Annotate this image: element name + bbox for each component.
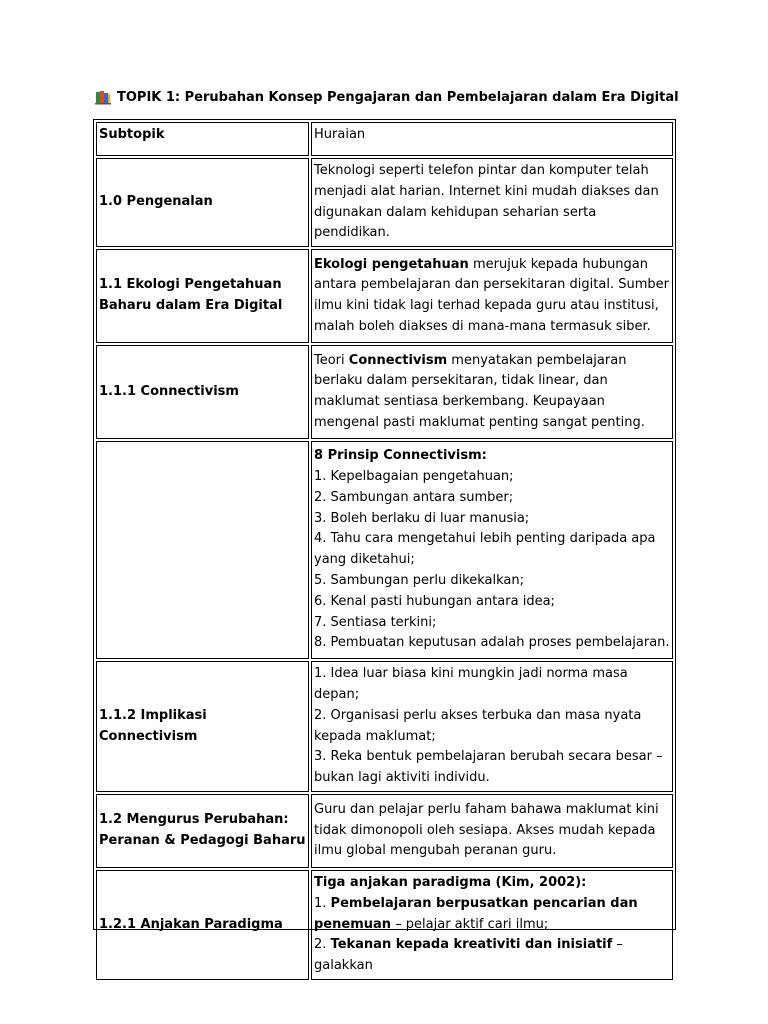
list-item: 6. Kenal pasti hubungan antara idea; (314, 593, 555, 609)
list-item: 4. Tahu cara mengetahui lebih penting daripada apa yang diketahui; (314, 531, 656, 568)
list-item: 1. Kepelbagaian pengetahuan; (314, 469, 514, 484)
item-bold: Tekanan kepada kreativiti dan inisiatif (330, 937, 613, 953)
item-bold: Pembelajaran berpusatkan pencarian dan penemuan (314, 895, 638, 932)
paradigm-heading: Tiga anjakan paradigma (Kim, 2002): (314, 874, 587, 890)
table-row (96, 158, 673, 247)
page-title-text: TOPIK 1: Perubahan Konsep Pengajaran dan Pembelajaran dalam Era Digital (117, 89, 679, 105)
subtopic-cell: 1.1.1 Connectivism (96, 345, 309, 439)
table-row (96, 441, 673, 659)
subtopic-cell (96, 441, 309, 659)
item-text: – pelajar aktif cari ilmu; (391, 916, 549, 932)
description-cell (311, 249, 673, 343)
list-item: 1. Idea luar biasa kini mungkin jadi norma masa depan; (314, 666, 628, 702)
list-item: 8. Pembuatan keputusan adalah proses pembelajaran. (314, 635, 670, 651)
list-item: 3. Boleh berlaku di luar manusia; (314, 510, 530, 526)
table-row (96, 661, 673, 792)
list-item (314, 935, 671, 977)
item-number: 1. (314, 895, 331, 911)
subtopic-cell: 1.1 Ekologi Pengetahuan Baharu dalam Era Digital (96, 249, 309, 343)
subtopic-cell: 1.0 Pengenalan (96, 158, 309, 247)
description-text: merujuk kepada hubungan antara pembelajaran dan persekitaran digital. Sumber ilmu kini tidak lagi terhad kepada guru atau institusi, malah boleh diakses di mana-mana termasuk siber. (314, 256, 669, 334)
principles-heading: 8 Prinsip Connectivism: (314, 448, 487, 464)
description-bold: Connectivism (348, 352, 448, 368)
table-row (96, 870, 673, 980)
item-number: 2. (314, 937, 331, 953)
list-item: 2. Organisasi perlu akses terbuka dan masa nyata kepada maklumat; (314, 707, 642, 744)
description-bold: Ekologi pengetahuan (314, 256, 469, 272)
table-header-row (96, 122, 673, 156)
description-cell (311, 345, 673, 439)
header-subtopic: Subtopik (96, 122, 309, 156)
list-item: 3. Reka bentuk pembelajaran berubah secara besar – bukan lagi aktiviti individu. (314, 749, 663, 786)
subtopic-cell: 1.1.2 Implikasi Connectivism (96, 661, 309, 792)
description-cell (311, 158, 673, 247)
description-text: Teknologi seperti telefon pintar dan komputer telah menjadi alat harian. Internet kini mudah diakses dan digunakan dalam kehidupan seharian serta pendidikan. (314, 163, 659, 241)
description-text: menyatakan pembelajaran berlaku dalam persekitaran, tidak linear, dan maklumat sentiasa berkembang. Keupayaan mengenal pasti maklumat penting sangat penting. (314, 352, 645, 430)
description-cell (311, 794, 673, 868)
description-pre: Teori (314, 352, 349, 368)
list-item: 2. Sambungan antara sumber; (314, 489, 514, 505)
page-title (95, 89, 679, 105)
item-text: – galakkan (314, 937, 623, 974)
table-row (96, 794, 673, 868)
description-cell (311, 870, 673, 980)
description-text: Guru dan pelajar perlu faham bahawa maklumat kini tidak dimonopoli oleh sesiapa. Akses mudah kepada ilmu global mengubah peranan guru. (314, 801, 659, 859)
description-cell (311, 441, 673, 659)
list-item: 5. Sambungan perlu dikekalkan; (314, 572, 525, 588)
table-row (96, 249, 673, 343)
subtopic-cell: 1.2 Mengurus Perubahan: Peranan & Pedagogi Baharu (96, 794, 309, 868)
topic-table (93, 119, 676, 974)
header-description: Huraian (311, 122, 673, 156)
subtopic-cell: 1.2.1 Anjakan Paradigma (96, 870, 309, 980)
table-row (96, 345, 673, 439)
list-item: 7. Sentiasa terkini; (314, 614, 437, 630)
description-cell (311, 661, 673, 792)
books-icon (95, 89, 111, 105)
list-item (314, 894, 671, 936)
